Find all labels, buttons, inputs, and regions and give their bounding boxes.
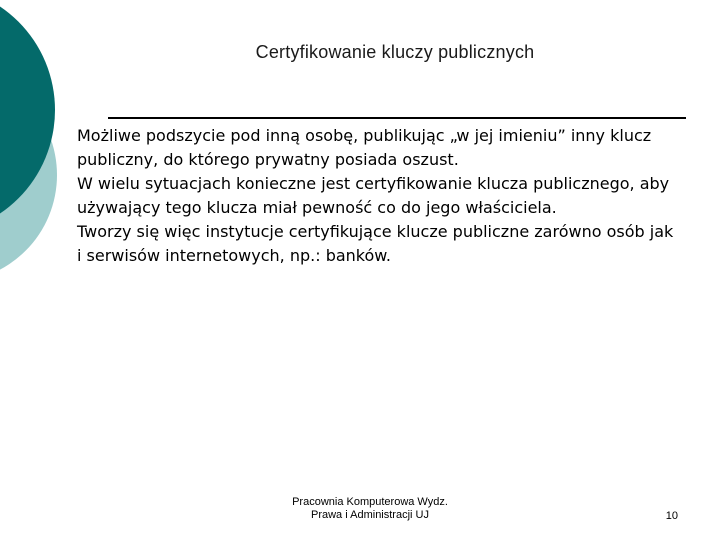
paragraph: W wielu sytuacjach konieczne jest certyfikowanie klucza publicznego, aby używający tego klucza miał pewność co do jego właściciela. xyxy=(77,174,670,217)
paragraph: Możliwe podszycie pod inną osobę, publikując „w jej imieniu” inny klucz publiczny, do którego prywatny posiada oszust. xyxy=(77,126,652,169)
slide-title: Certyfikowanie kluczy publicznych xyxy=(255,42,535,62)
footer-line: Pracownia Komputerowa Wydz. xyxy=(292,496,448,508)
page-number: 10 xyxy=(665,510,678,522)
paragraph: Tworzy się więc instytucje certyfikujące klucze publiczne zarówno osób jak i serwisów internetowych, np.: banków. xyxy=(77,222,674,265)
decorative-circles xyxy=(0,0,80,300)
footer xyxy=(230,496,510,522)
title-divider xyxy=(108,117,686,119)
footer-line: Prawa i Administracji UJ xyxy=(311,509,429,521)
slide-body xyxy=(77,124,677,268)
